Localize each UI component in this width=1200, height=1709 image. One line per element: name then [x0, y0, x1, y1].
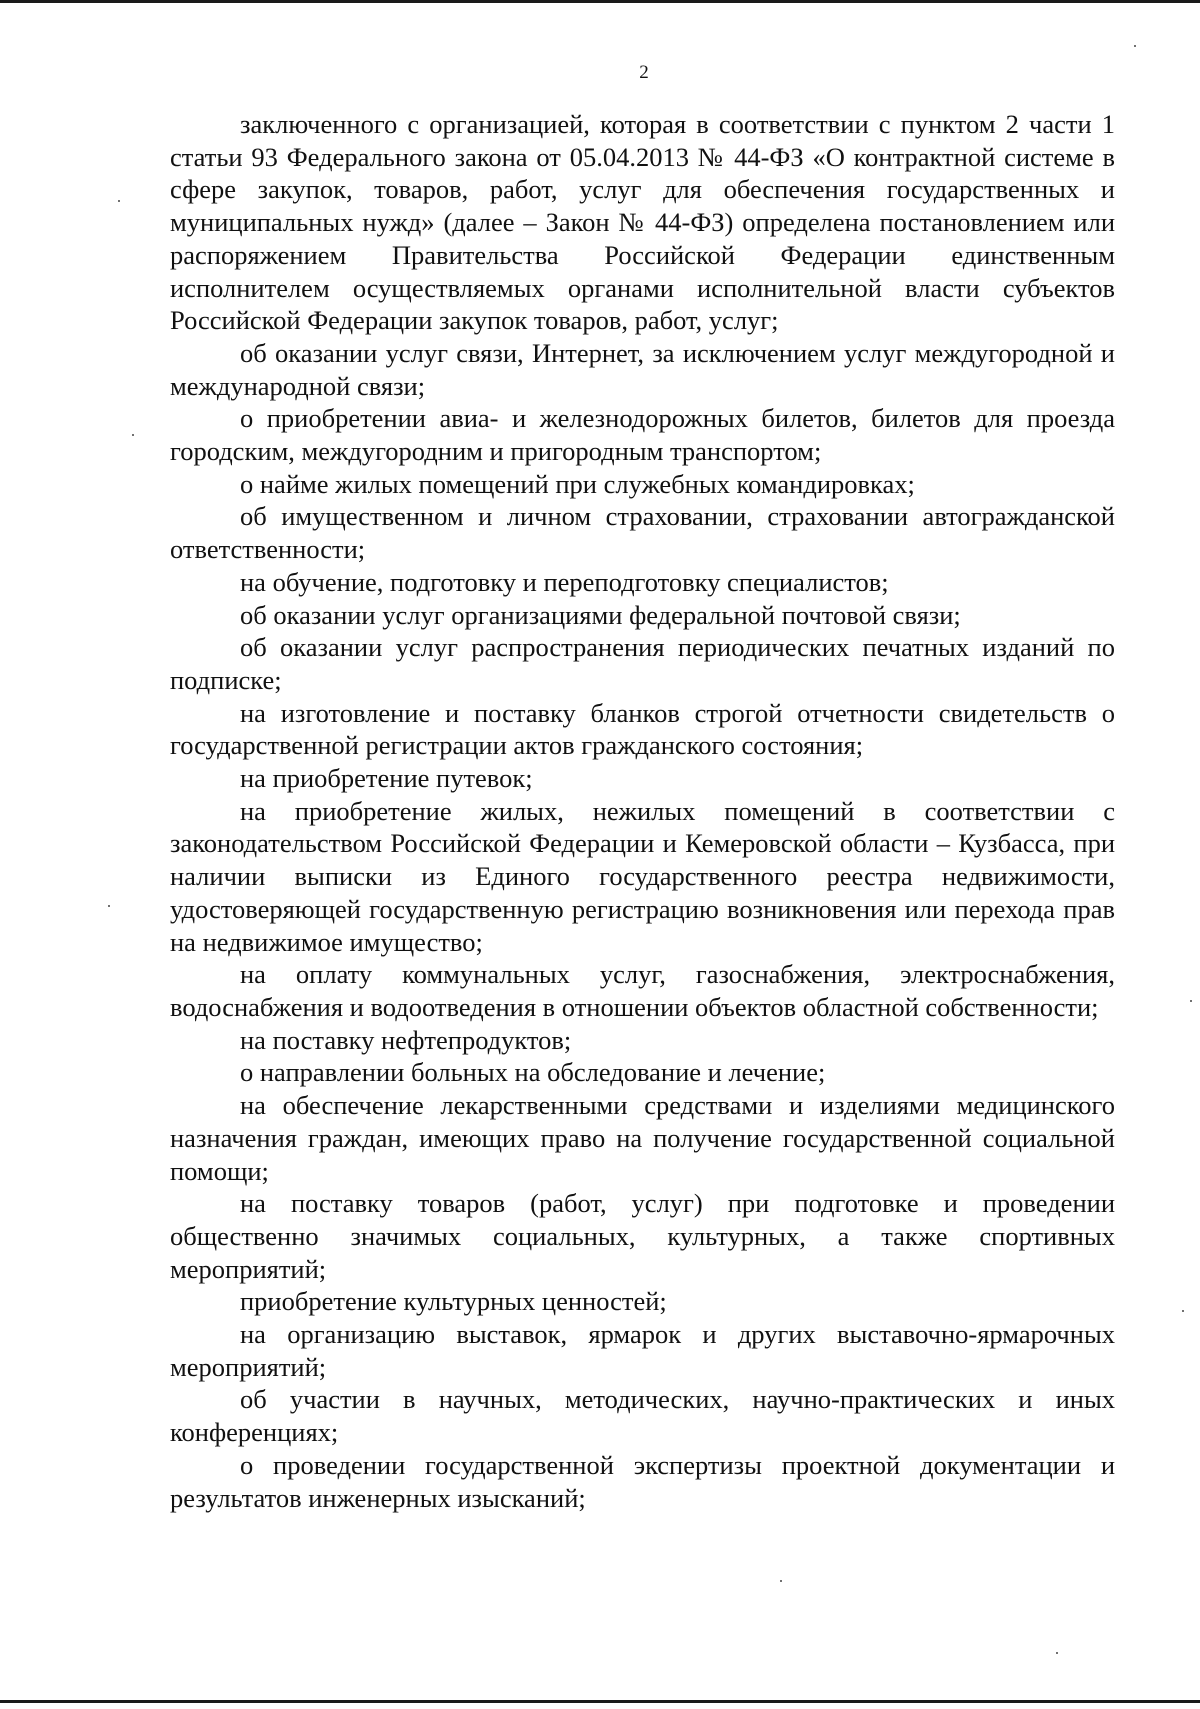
- scan-speck: [1134, 45, 1136, 47]
- page-number: 2: [639, 62, 649, 83]
- paragraph-medical-referral: о направлении больных на обследование и лечение;: [240, 1057, 826, 1088]
- paragraph-medicines: на обеспечение лекарственными средствами и изделиями медицинского назначения граждан, имеющих право на получение государственной социальной помощи;: [170, 1090, 1115, 1186]
- paragraph-tickets: о приобретении авиа- и железнодорожных билетов, билетов для проезда городским, междугородним и пригородным транспортом;: [170, 403, 1115, 467]
- scan-speck: [780, 1580, 782, 1582]
- paragraph-contract-organization: заключенного с организацией, которая в соответствии с пунктом 2 части 1 статьи 93 Федерального закона от 05.04.2013 № 44-ФЗ «О контрактной системе в сфере закупок, товаров, работ, услуг для обеспечения государственных и муниципальных нужд» (далее – Закон № 44-ФЗ) определена постановлением или распоряжением Правительства Российской Федерации единственным исполнителем осуществляемых органами исполнительной власти субъектов Российской Федерации закупок товаров, работ, услуг;: [170, 109, 1115, 336]
- paragraph-communication-services: об оказании услуг связи, Интернет, за исключением услуг междугородной и международной связи;: [170, 337, 1115, 401]
- paragraph-training: на обучение, подготовку и переподготовку специалистов;: [240, 566, 889, 597]
- scan-speck: [1056, 1652, 1058, 1654]
- paragraph-strict-forms: на изготовление и поставку бланков строгой отчетности свидетельств о государственной регистрации актов гражданского состояния;: [170, 697, 1115, 761]
- scan-speck: [132, 434, 134, 436]
- paragraph-premises-acquisition: на приобретение жилых, нежилых помещений в соответствии с законодательством Российской Федерации и Кемеровской области – Кузбасса, при наличии выписки из Единого государственного реестра недвижимости, удостоверяющей государственную регистрацию возникновения или перехода прав на недвижимое имущество;: [170, 795, 1115, 957]
- paragraph-petroleum: на поставку нефтепродуктов;: [240, 1024, 572, 1055]
- paragraph-utilities: на оплату коммунальных услуг, газоснабжения, электроснабжения, водоснабжения и водоотведения в отношении объектов областной собственности;: [170, 959, 1115, 1022]
- scan-speck: [118, 200, 120, 202]
- paragraph-periodicals: об оказании услуг распространения периодических печатных изданий по подписке;: [170, 632, 1115, 695]
- scan-edge-bottom: [0, 1700, 1200, 1703]
- paragraph-conferences: об участии в научных, методических, научно-практических и иных конференциях;: [170, 1384, 1115, 1448]
- paragraph-public-events: на поставку товаров (работ, услуг) при подготовке и проведении общественно значимых социальных, культурных, а также спортивных мероприятий;: [170, 1188, 1115, 1284]
- paragraph-postal-services: об оказании услуг организациями федеральной почтовой связи;: [240, 599, 961, 630]
- scan-edge-top: [0, 0, 1200, 3]
- document-body: [170, 108, 1115, 1514]
- paragraph-cultural-values: приобретение культурных ценностей;: [240, 1286, 667, 1317]
- paragraph-insurance: об имущественном и личном страховании, страховании автогражданской ответственности;: [170, 501, 1115, 565]
- paragraph-exhibitions: на организацию выставок, ярмарок и других выставочно-ярмарочных мероприятий;: [170, 1319, 1115, 1382]
- paragraph-vouchers: на приобретение путевок;: [240, 763, 533, 794]
- scan-speck: [1182, 1310, 1184, 1312]
- paragraph-housing-rent: о найме жилых помещений при служебных командировках;: [240, 468, 915, 499]
- scan-speck: [108, 905, 110, 907]
- scan-speck: [1190, 1000, 1192, 1002]
- paragraph-state-expertise: о проведении государственной экспертизы проектной документации и результатов инженерных изысканий;: [170, 1449, 1115, 1513]
